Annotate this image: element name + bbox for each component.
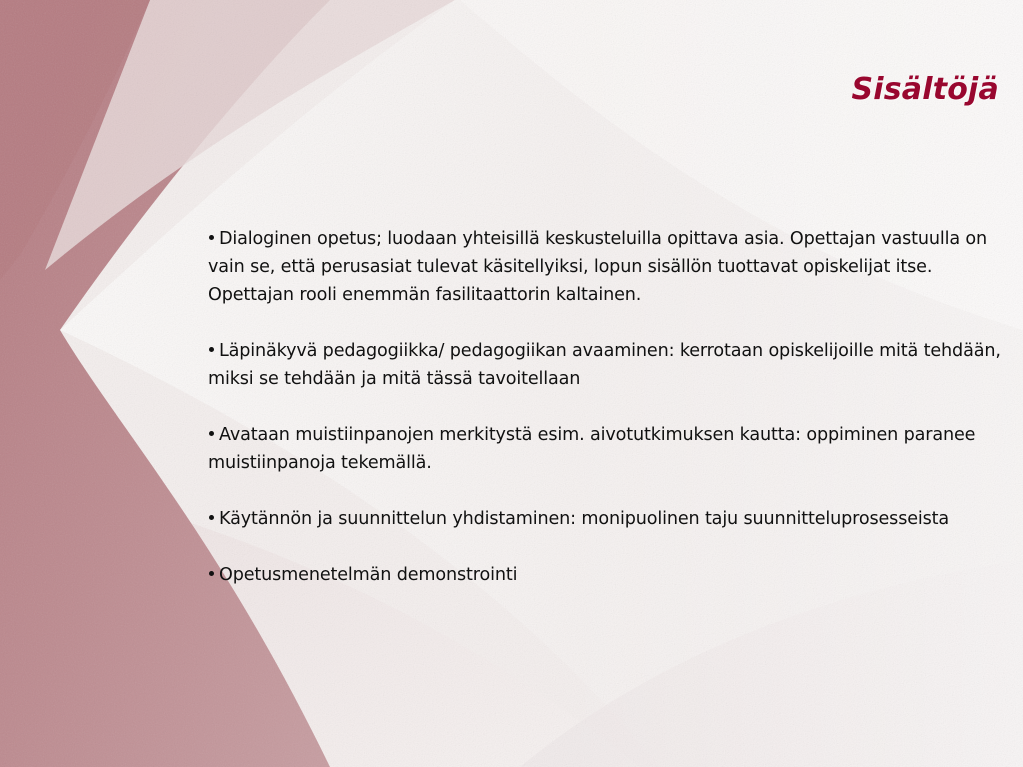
bullet-item: [208, 561, 1008, 589]
bullet-text: Opetusmenetelmän demonstrointi: [219, 565, 518, 585]
bullet-icon: [209, 515, 214, 520]
bullet-text: Avataan muistiinpanojen merkitystä esim. aivotutkimuksen kautta: oppiminen paranee muistiinpanoja tekemällä.: [208, 425, 976, 473]
bullet-icon: [209, 235, 214, 240]
bullet-item: [208, 505, 1008, 533]
bullet-item: [208, 337, 1008, 393]
bullet-icon: [209, 347, 214, 352]
bullet-text: Käytännön ja suunnittelun yhdistaminen: monipuolinen taju suunnitteluprosesseista: [219, 509, 950, 529]
bullet-text: Läpinäkyvä pedagogiikka/ pedagogiikan avaaminen: kerrotaan opiskelijoille mitä tehdään, miksi se tehdään ja mitä tässä tavoitellaan: [208, 341, 1001, 389]
bullet-icon: [209, 571, 214, 576]
bullet-item: [208, 421, 1008, 477]
slide-title: Sisältöjä: [851, 72, 999, 107]
bullet-item: [208, 225, 1008, 309]
bullet-icon: [209, 431, 214, 436]
bullet-list: [208, 225, 1008, 617]
bullet-text: Dialoginen opetus; luodaan yhteisillä keskusteluilla opittava asia. Opettajan vastuulla on vain se, että perusasiat tulevat käsitellyiksi, lopun sisällön tuottavat opiskelijat itse. Opettajan rooli enemmän fasilitaattorin kaltainen.: [208, 229, 988, 305]
